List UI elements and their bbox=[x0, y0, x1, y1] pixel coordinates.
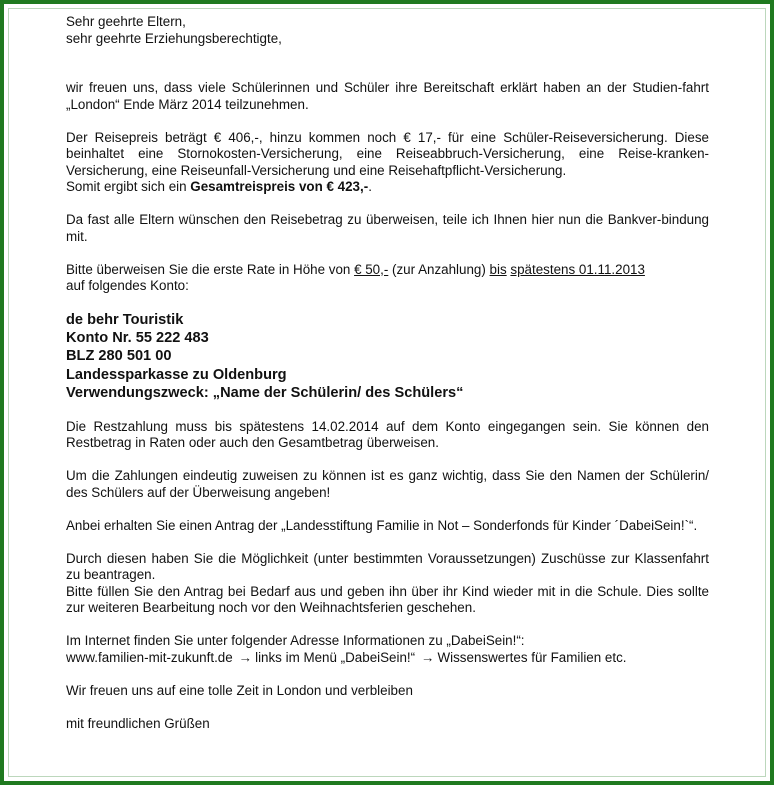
bank-intro-paragraph: Da fast alle Eltern wünschen den Reisebetrag zu überweisen, teile ich Ihnen hier nun die Bankver-bindung mit. bbox=[66, 212, 709, 244]
first-rate-pre: Bitte überweisen Sie die erste Rate in Höhe von bbox=[66, 261, 355, 277]
application-return-paragraph: Bitte füllen Sie den Antrag bei Bedarf aus und geben ihn über ihr Kind wieder mit in die Schule. Dies sollte zur weiteren Bearbeitung noch vor den Weihnachtsferien geschehen. bbox=[66, 583, 709, 616]
arrow-right-icon: → bbox=[421, 649, 435, 665]
first-rate-mid: (zur Anzahlung) bbox=[388, 261, 490, 277]
bank-account-number: Konto Nr. 55 222 483 bbox=[66, 330, 209, 347]
total-suffix: . bbox=[368, 179, 372, 194]
arrow-right-icon: → bbox=[238, 649, 253, 665]
price-paragraph: Der Reisepreis beträgt € 406,-, hinzu kommen noch € 17,- für eine Schüler-Reiseversicherung. Diese beinhaltet eine Stornokosten-Versicherung, eine Reiseabbruch-Versicherung, eine Reise-kranken-Versicherung, eine Reiseunfall-Versicherung und eine Reisehaftpflicht-Versicherung. bbox=[66, 129, 709, 178]
account-intro: auf folgendes Konto: bbox=[66, 278, 189, 293]
first-rate-deadline: spätestens 01.11.2013 bbox=[510, 261, 645, 277]
menu-target: Wissenswertes für Familien etc. bbox=[437, 649, 627, 665]
remaining-payment-paragraph: Die Restzahlung muss bis spätestens 14.02.2014 auf dem Konto eingegangen sein. Sie können den Restbetrag in Raten oder auch den Gesamtbetrag überweisen. bbox=[66, 418, 709, 451]
website-url: www.familien-mit-zukunft.de bbox=[66, 649, 233, 665]
first-rate-line bbox=[66, 262, 709, 279]
intro-paragraph: wir freuen uns, dass viele Schülerinnen und Schüler ihre Bereitschaft erklärt haben an der Studien-fahrt „London“ Ende März 2014 teilzunehmen. bbox=[66, 80, 709, 112]
closing-sentence: Wir freuen uns auf eine tolle Zeit in London und verbleiben bbox=[66, 682, 413, 698]
internet-info-line: Im Internet finden Sie unter folgender Adresse Informationen zu „DabeiSein!“: bbox=[66, 633, 525, 649]
application-paragraph: Anbei erhalten Sie einen Antrag der „Landesstiftung Familie in Not – Sonderfonds für Kinder ´DabeiSein!`“. bbox=[66, 517, 698, 533]
payment-reference-paragraph: Um die Zahlungen eindeutig zuweisen zu können ist es ganz wichtig, dass Sie den Namen der Schülerin/ des Schülers auf der Überweisung angeben! bbox=[66, 468, 709, 500]
first-rate-amount: € 50,- bbox=[354, 261, 389, 277]
bank-purpose: Verwendungszweck: „Name der Schülerin/ des Schülers“ bbox=[66, 384, 464, 401]
subsidy-paragraph: Durch diesen haben Sie die Möglichkeit (unter bestimmten Voraussetzungen) Zuschüsse zur Klassenfahrt zu beantragen. bbox=[66, 550, 709, 583]
bank-name: Landessparkasse zu Oldenburg bbox=[66, 366, 287, 383]
internet-link-line bbox=[66, 650, 709, 667]
bank-details bbox=[66, 311, 709, 402]
total-price-line bbox=[66, 179, 709, 196]
total-price: Gesamtreispreis von € 423,- bbox=[190, 179, 369, 194]
bank-blz: BLZ 280 501 00 bbox=[66, 348, 172, 365]
salutation-guardians: sehr geehrte Erziehungsberechtigte, bbox=[66, 30, 282, 46]
total-prefix: Somit ergibt sich ein bbox=[66, 179, 191, 194]
closing-greeting: mit freundlichen Grüßen bbox=[66, 715, 210, 731]
salutation-parents: Sehr geehrte Eltern, bbox=[66, 14, 186, 29]
letter-body bbox=[66, 14, 709, 732]
first-rate-bis: bis bbox=[489, 261, 507, 277]
bank-recipient: de behr Touristik bbox=[66, 312, 184, 328]
menu-hint: links im Menü „DabeiSein!“ bbox=[255, 649, 416, 665]
